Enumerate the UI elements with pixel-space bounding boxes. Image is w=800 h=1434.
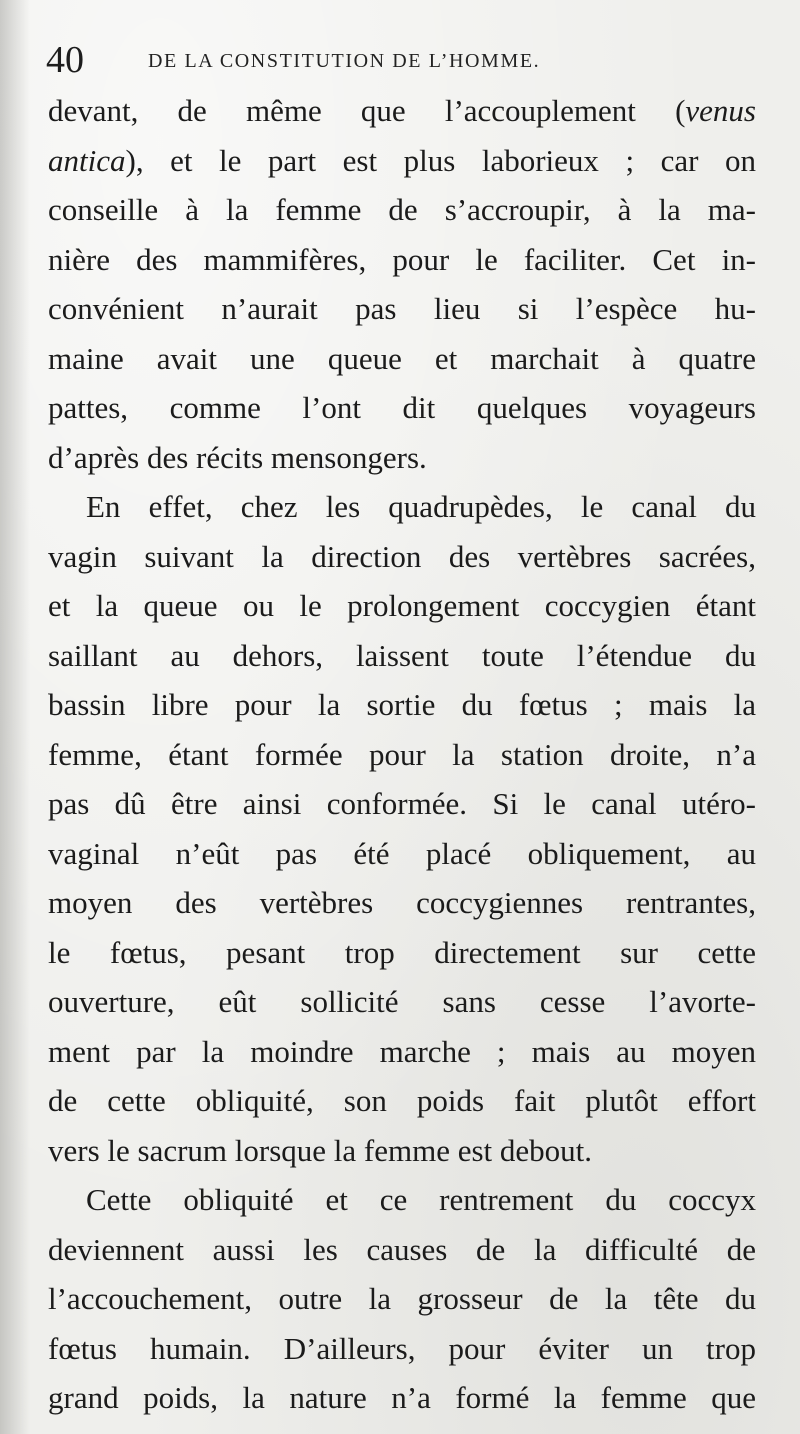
text-line: et la queue ou le prolongement coccygien étant [48,588,756,623]
running-head [46,38,766,82]
text-line: nière des mammifères, pour le faciliter. Cet in- [48,241,756,277]
text-line: fœtus humain. D’ailleurs, pour éviter un trop [48,1330,756,1366]
text-line: le fœtus, pesant trop directement sur cette [48,934,756,970]
body-text [48,86,756,1423]
page-number: 40 [46,39,84,81]
text-line: ment par la moindre marche ; mais au moyen [48,1033,756,1069]
text-line: ouverture, eût sollicité sans cesse l’avorte- [48,984,756,1019]
text-line: femme, étant formée pour la station droite, n’a [48,736,756,772]
text-line: devant, de même que l’accouplement (venus [48,93,756,128]
text-line: Cette obliquité et ce rentrement du coccyx [86,1182,756,1217]
text-line: bassin libre pour la sortie du fœtus ; mais la [48,687,756,722]
text-line: vagin suivant la direction des vertèbres sacrées, [48,538,756,574]
text-line: antica), et le part est plus laborieux ; car on [48,142,756,178]
text-line: de cette obliquité, son poids fait plutôt effort [48,1083,756,1118]
text-line: pattes, comme l’ont dit quelques voyageurs [48,390,756,425]
text-line: l’accouchement, outre la grosseur de la tête du [48,1281,756,1316]
text-line: vaginal n’eût pas été placé obliquement, au [48,835,756,871]
text-line: vers le sacrum lorsque la femme est debout. [48,1132,593,1168]
text-line: d’après des récits mensongers. [48,439,427,475]
text-line: conseille à la femme de s’accroupir, à la ma- [48,192,756,227]
text-line: maine avait une queue et marchait à quatre [48,340,756,376]
text-line: saillant au dehors, laissent toute l’étendue du [48,637,756,673]
text-line: deviennent aussi les causes de la difficulté de [48,1231,756,1267]
page-gutter-shadow [0,0,30,1434]
text-line: pas dû être ainsi conformée. Si le canal utéro- [48,786,756,821]
text-line: grand poids, la nature n’a formé la femme que [48,1380,756,1415]
text-line: En effet, chez les quadrupèdes, le canal du [86,489,756,524]
text-line: convénient n’aurait pas lieu si l’espèce hu- [48,291,756,326]
running-title: DE LA CONSTITUTION DE L’HOMME. [148,50,541,72]
text-line: moyen des vertèbres coccygiennes rentrantes, [48,885,756,920]
